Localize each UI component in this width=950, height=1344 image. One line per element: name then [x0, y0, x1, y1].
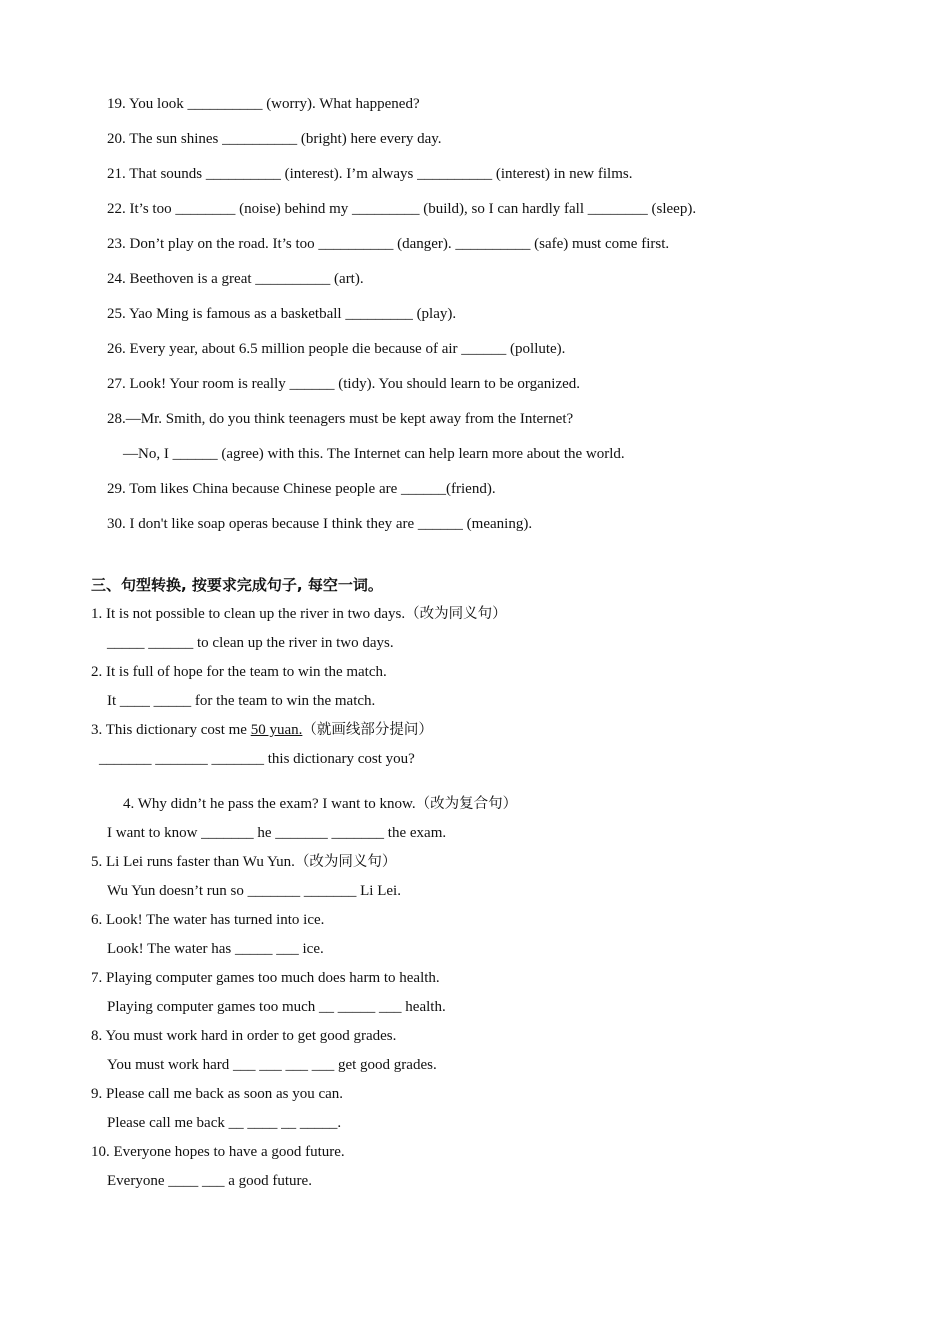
question-4: [123, 794, 517, 814]
question-5-text: 5. Li Lei runs faster than Wu Yun.: [91, 854, 295, 870]
answer-10: Everyone ____ ___ a good future.: [107, 1173, 312, 1189]
exercise-26: 26. Every year, about 6.5 million people die because of air ______ (pollute).: [107, 341, 566, 357]
answer-2: It ____ _____ for the team to win the match.: [107, 693, 376, 709]
answer-7: Playing computer games too much __ _____ ___ health.: [107, 999, 446, 1015]
exercise-22: 22. It’s too ________ (noise) behind my _________ (build), so I can hardly fall ________ (sleep).: [107, 201, 697, 217]
exercise-28-question: 28.—Mr. Smith, do you think teenagers must be kept away from the Internet?: [107, 411, 574, 427]
question-3-note: （就画线部分提问）: [302, 722, 433, 738]
exercise-23: 23. Don’t play on the road. It’s too __________ (danger). __________ (safe) must come first.: [107, 236, 670, 252]
section-heading: 三、句型转换, 按要求完成句子, 每空一词。: [91, 576, 383, 594]
exercise-19: 19. You look __________ (worry). What happened?: [107, 96, 420, 112]
question-4-note: （改为复合句）: [415, 796, 518, 812]
answer-1: _____ ______ to clean up the river in two days.: [107, 635, 394, 651]
exercise-27: 27. Look! Your room is really ______ (tidy). You should learn to be organized.: [107, 376, 581, 392]
exercise-21: 21. That sounds __________ (interest). I’m always __________ (interest) in new films.: [107, 166, 633, 182]
answer-8: You must work hard ___ ___ ___ ___ get good grades.: [107, 1057, 437, 1073]
answer-4: I want to know _______ he _______ _______ the exam.: [107, 825, 447, 841]
exercise-20: 20. The sun shines __________ (bright) here every day.: [107, 131, 442, 147]
exercise-24: 24. Beethoven is a great __________ (art).: [107, 271, 364, 287]
question-1: [91, 604, 507, 624]
question-1-text: 1. It is not possible to clean up the river in two days.: [91, 606, 406, 622]
answer-6: Look! The water has _____ ___ ice.: [107, 941, 324, 957]
question-10: 10. Everyone hopes to have a good future.: [91, 1144, 345, 1160]
question-9: 9. Please call me back as soon as you can.: [91, 1086, 344, 1102]
question-3-text: 3. This dictionary cost me: [91, 722, 251, 738]
exercise-30: 30. I don't like soap operas because I think they are ______ (meaning).: [107, 516, 533, 532]
question-8: 8. You must work hard in order to get good grades.: [91, 1028, 397, 1044]
answer-5: Wu Yun doesn’t run so _______ _______ Li Lei.: [107, 883, 401, 899]
exercise-28-answer: —No, I ______ (agree) with this. The Internet can help learn more about the world.: [123, 446, 625, 462]
answer-3: _______ _______ _______ this dictionary cost you?: [99, 751, 415, 767]
question-4-text: 4. Why didn’t he pass the exam? I want to know.: [123, 796, 416, 812]
question-3-underlined: 50 yuan.: [250, 722, 303, 738]
question-7: 7. Playing computer games too much does harm to health.: [91, 970, 440, 986]
exercise-25: 25. Yao Ming is famous as a basketball _________ (play).: [107, 306, 457, 322]
answer-9: Please call me back __ ____ __ _____.: [107, 1115, 342, 1131]
question-3: [91, 720, 433, 740]
question-5: [91, 852, 396, 872]
question-5-note: （改为同义句）: [294, 854, 397, 870]
question-6: 6. Look! The water has turned into ice.: [91, 912, 325, 928]
exercise-29: 29. Tom likes China because Chinese people are ______(friend).: [107, 481, 496, 497]
question-1-note: （改为同义句）: [405, 606, 507, 622]
question-2: 2. It is full of hope for the team to win the match.: [91, 664, 387, 680]
